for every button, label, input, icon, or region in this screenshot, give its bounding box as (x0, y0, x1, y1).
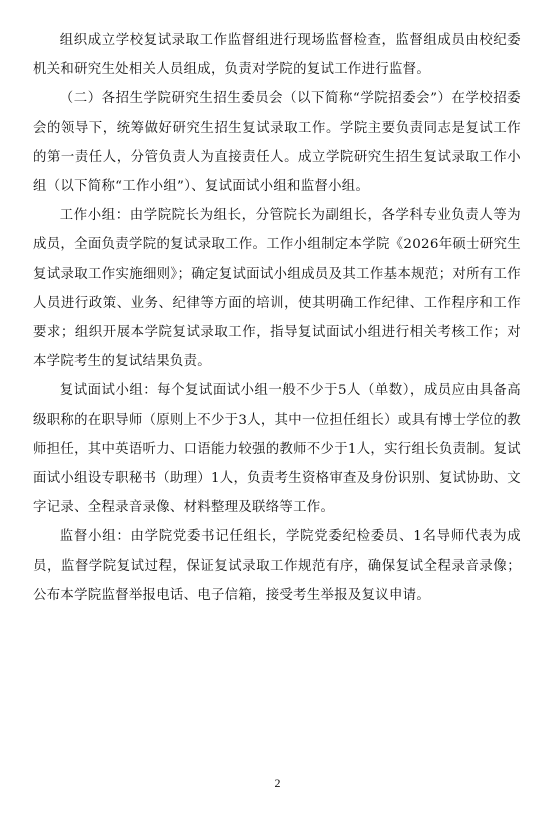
paragraph-interview-group: 复试面试小组：每个复试面试小组一般不少于5人（单数），成员应由具备高级职称的在职导师（原则上不少于3人，其中一位担任组长）或具有博士学位的教师担任，其中英语听力、口语能力较强的教师不少于1人，实行组长负责制。复试面试小组设专职秘书（助理）1人，负责考生资格审查及身份识别、复试协助、文字记录、全程录音录像、材料整理及联络等工作。 (33, 383, 521, 516)
paragraph-supervision-group: 组织成立学校复试录取工作监督组进行现场监督检查，监督组成员由校纪委机关和研究生处相关人员组成，负责对学院的复试工作进行监督。 (33, 33, 521, 78)
paragraph-college-admissions-committee: （二）各招生学院研究生招生委员会（以下简称“学院招委会”）在学校招委会的领导下，统筹做好研究生招生复试录取工作。学院主要负责同志是复试工作的第一责任人，分管负责人为直接责任人。成立学院研究生招生复试录取工作小组（以下简称“工作小组”）、复试面试小组和监督小组。 (33, 91, 521, 195)
document-body (33, 26, 521, 610)
paragraph-supervision-subgroup: 监督小组：由学院党委书记任组长，学院党委纪检委员、1名导师代表为成员，监督学院复试过程，保证复试录取工作规范有序，确保复试全程录音录像；公布本学院监督举报电话、电子信箱，接受考生举报及复议申请。 (33, 529, 521, 603)
page-number: 2 (274, 776, 281, 790)
paragraph-working-group: 工作小组：由学院院长为组长，分管院长为副组长，各学科专业负责人等为成员，全面负责学院的复试录取工作。工作小组制定本学院《2026年硕士研究生复试录取工作实施细则》；确定复试面试小组成员及其工作基本规范；对所有工作人员进行政策、业务、纪律等方面的培训，使其明确工作纪律、工作程序和工作要求；组织开展本学院复试录取工作，指导复试面试小组进行相关考核工作；对本学院考生的复试结果负责。 (33, 208, 521, 370)
